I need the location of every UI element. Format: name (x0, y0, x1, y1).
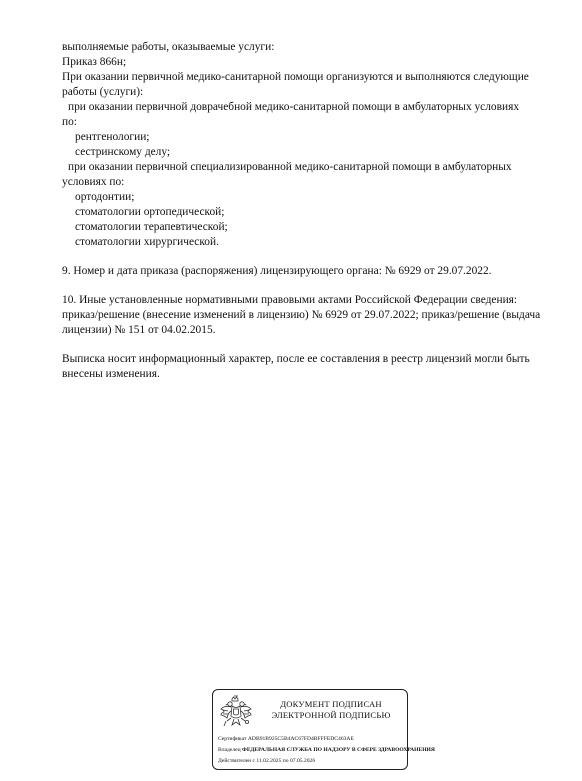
text-line: при оказании первичной доврачебной медико-санитарной помощи в амбулаторных условиях (68, 101, 520, 113)
owner-value: ФЕДЕРАЛЬНАЯ СЛУЖБА ПО НАДЗОРУ В СФЕРЕ ЗДРАВООХРАНЕНИЯ (242, 747, 435, 753)
text-line: при оказании первичной специализированной медико-санитарной помощи в амбулаторных (68, 161, 512, 173)
stamp-title-line-1: ДОКУМЕНТ ПОДПИСАН (280, 699, 382, 709)
list-item: ортодонтии; (75, 191, 135, 203)
stamp-details (218, 734, 458, 767)
notice-line: Выписка носит информационный характер, после ее составления в реестр лицензий могли быть (62, 353, 530, 365)
text-line: выполняемые работы, оказываемые услуги: (62, 41, 275, 53)
list-item: стоматологии хирургической. (75, 236, 219, 248)
list-item: стоматологии ортопедической; (75, 206, 225, 218)
certificate-row (218, 734, 458, 745)
text-line: При оказании первичной медико-санитарной помощи организуются и выполняются следующие (62, 71, 529, 83)
electronic-signature-stamp (212, 689, 435, 770)
certificate-value: ADB91B925C5B4AC67FD4BFFFEDC463AE (247, 736, 354, 742)
validity-row: Действителен с 11.02.2025 по 07.05.2026 (218, 758, 316, 764)
paragraph-gap (62, 250, 557, 264)
stamp-title (261, 699, 401, 720)
item-10-line: лицензии) № 151 от 04.02.2015. (62, 324, 216, 336)
paragraph-gap (62, 338, 557, 352)
list-item: рентгенологии; (75, 131, 150, 143)
text-line: условиях по: (62, 176, 125, 188)
text-line: работы (услуги): (62, 86, 144, 98)
notice-line: внесены изменения. (62, 368, 160, 380)
stamp-title-line-2: ЭЛЕКТРОННОЙ ПОДПИСЬЮ (271, 709, 391, 720)
owner-label: Владелец (218, 747, 241, 753)
russian-eagle-emblem-icon (219, 695, 253, 731)
certificate-label: Сертификат (218, 736, 247, 742)
list-item: сестринскому делу; (75, 146, 171, 158)
item-9-line: 9. Номер и дата приказа (распоряжения) лицензирующего органа: № 6929 от 29.07.2022. (62, 265, 492, 277)
text-line: по: (62, 116, 77, 128)
document-body (62, 40, 557, 382)
item-10-line: приказ/решение (внесение изменений в лицензию) № 6929 от 29.07.2022; приказ/решение (выдача (62, 309, 541, 321)
paragraph-gap (62, 279, 557, 293)
owner-row (218, 745, 458, 756)
item-10-line: 10. Иные установленные нормативными правовыми актами Российской Федерации сведения: (62, 294, 518, 306)
list-item: стоматологии терапевтической; (75, 221, 228, 233)
text-line: Приказ 866н; (62, 56, 127, 68)
